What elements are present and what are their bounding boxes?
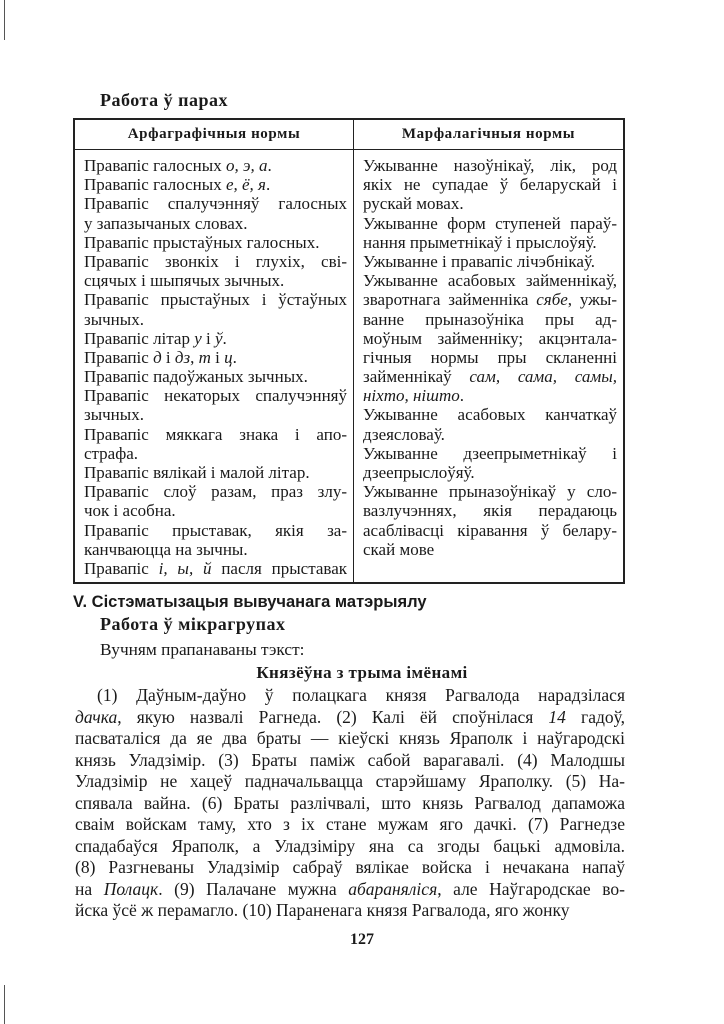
text-segment: , ужы- [567, 290, 617, 310]
table-cell-line [84, 559, 347, 578]
text-segment: Правапіс прыстаўных галосных. [84, 232, 320, 252]
text-segment: Правапіс [84, 347, 154, 367]
text-segment: скай мове [363, 539, 435, 559]
italic-text: е, ё, я [225, 175, 266, 195]
table-cell-line [363, 425, 617, 444]
paragraph-line [75, 685, 625, 707]
text-segment: Уладзімір не хацеў падначальвацца старэйшаму Яраполку. (5) На- [75, 771, 625, 791]
paragraph-line [75, 857, 625, 879]
table-cell-line [84, 501, 347, 520]
text-segment: (8) Разгневаны Уладзімір сабраў вялікае войска і нечакана напаў [75, 857, 625, 877]
text-segment: Ужыванне форм ступеней параў- [363, 213, 617, 233]
norms-table [73, 118, 625, 584]
text-segment: . [232, 347, 237, 367]
italic-text: дачка [75, 706, 118, 727]
table-cell-line [84, 444, 347, 463]
table-cell-line [363, 367, 617, 386]
paragraph-line [75, 771, 625, 793]
table-cell-line [84, 271, 347, 290]
pair-work-heading: Работа ў парах [100, 90, 228, 110]
text-segment: Правапіс падоўжаных зычных. [84, 367, 308, 387]
text-segment: . [459, 386, 464, 406]
page-number: 127 [350, 931, 374, 948]
table-cell-line [84, 540, 347, 559]
table-cell-line [84, 175, 347, 194]
text-segment: спявала вайна. (6) Браты разлічвалі, што князь Рагвалод дапаможа [75, 792, 625, 813]
text-segment: якіх не супадае ў беларускай і [363, 175, 617, 195]
table-cell-line [84, 482, 347, 501]
text-segment: Правапіс галосных [84, 156, 226, 175]
section-heading: V. Сістэматызацыя вывучанага матэрыялу [73, 593, 427, 611]
text-segment: Правапіс спалучэнняў галосных [84, 194, 347, 214]
italic-text: т [198, 347, 211, 367]
text-segment: пасваталіся да яе два браты — кіеўскі князь Яраполк і наўгародскі [75, 728, 625, 748]
table-cell-line [84, 194, 347, 213]
text-segment: чок і асобна. [84, 501, 176, 521]
text-segment: Ужыванне асабовых канчаткаў [363, 405, 617, 425]
text-segment: Ужыванне прыназоўнікаў у сло- [363, 482, 617, 502]
italic-text: ніхто, нішто [363, 386, 460, 406]
italic-text: дз [174, 347, 191, 367]
text-segment: гадоў, [565, 706, 625, 727]
column-header-morphological: Марфалагічныя нормы [354, 119, 625, 150]
text-segment: . [267, 156, 272, 175]
text-segment: Ужыванне і правапіс лічэбнікаў. [363, 251, 596, 271]
text-segment: асаблівасці кіравання ў белару- [363, 520, 617, 540]
italic-text: ў [214, 328, 223, 348]
table-cell-line [363, 156, 617, 175]
text-segment: пасля прыставак [211, 558, 347, 578]
text-segment: зычных. [84, 405, 144, 425]
text-segment: і [201, 328, 215, 348]
table-cell-line [363, 310, 617, 329]
table-cell-line [84, 233, 347, 252]
text-segment: Правапіс [84, 558, 159, 578]
table-cell-line [363, 348, 617, 367]
text-segment: вазлучэннях, якія перадаюць [363, 501, 617, 521]
table-cell-line [84, 329, 347, 348]
table-cell-line [84, 310, 347, 329]
orthographic-norms-cell [74, 150, 354, 584]
micro-group-heading: Работа ў мікрагрупах [100, 614, 286, 634]
text-segment: . (9) Палачане мужна [158, 878, 349, 899]
text-segment: Правапіс літар [84, 328, 195, 348]
table-cell-line [84, 521, 347, 540]
paragraph-line [75, 836, 625, 858]
table-cell-line [84, 463, 347, 482]
text-title: Князёўна з трыма імёнамі [256, 663, 468, 682]
text-segment: рускай мовах. [363, 194, 464, 214]
paragraph-line [75, 750, 625, 772]
morphological-norms-cell [354, 150, 625, 584]
table-cell-line [363, 521, 617, 540]
text-segment: Правапіс некаторых спалучэнняў [84, 386, 347, 406]
text-segment: (1) Даўным-даўно ў полацкага князя Рагвалода нарадзілася [97, 685, 625, 705]
text-segment: і [210, 347, 225, 367]
text-segment: нання прыметнікаў і прыслоўяў. [363, 232, 597, 252]
table-cell-line [363, 501, 617, 520]
text-segment: , [190, 347, 199, 367]
text-segment: у запазычаных словах. [84, 213, 248, 233]
table-cell-line [363, 463, 617, 482]
text-segment: дзеясловаў. [363, 424, 445, 444]
italic-text: абараняліся [348, 878, 438, 899]
table-cell-line [84, 290, 347, 309]
italic-text: 14 [548, 706, 566, 727]
italic-text: д [153, 347, 162, 367]
text-segment: Правапіс слоў разам, праз злу- [84, 482, 347, 502]
table-cell-line [84, 214, 347, 233]
text-segment: Правапіс звонкіх і глухіх, сві- [84, 251, 347, 271]
table-cell-line [363, 540, 617, 559]
table-cell-line [363, 329, 617, 348]
italic-text: Полацк [103, 878, 159, 899]
table-cell-line [363, 214, 617, 233]
text-segment: Правапіс вялікай і малой літар. [84, 463, 310, 482]
table-cell-line [363, 386, 617, 405]
page-edge-bottom [4, 985, 5, 1024]
italic-text: о, э, а [225, 156, 268, 175]
italic-text: у [194, 328, 202, 348]
italic-text: ц [224, 347, 233, 367]
table-cell-line [363, 194, 617, 213]
text-segment: . [222, 328, 227, 348]
text-segment: моўным займенніку; акцэнтала- [363, 328, 617, 348]
text-segment: Ужыванне дзеепрыметнікаў і [363, 443, 617, 463]
text-segment: Ужыванне назоўнікаў, лік, род [363, 156, 617, 175]
text-segment: Правапіс мяккага знака і апо- [84, 424, 347, 444]
table-cell-line [363, 252, 617, 271]
table-cell-line [84, 156, 347, 175]
table-cell-line [363, 444, 617, 463]
paragraph-line [75, 707, 625, 729]
text-segment: страфа. [84, 443, 139, 463]
text-segment: дзеепрыслоўяў. [363, 463, 475, 482]
italic-text: сам, сама, самы, [469, 367, 617, 387]
table-cell-line [363, 233, 617, 252]
paragraph-line [75, 728, 625, 750]
text-segment: , якую назвалі Рагнеда. (2) Калі ёй споўнілася [117, 706, 549, 727]
table-cell-line [84, 252, 347, 271]
text-segment: князь Уладзімір. (3) Браты паміж сабой варагавалі. (4) Малодшы [75, 749, 625, 770]
page-edge-top [4, 0, 5, 40]
text-segment: , але Наўгародскае во- [437, 878, 625, 899]
text-segment: гічныя нормы пры скланенні [363, 347, 617, 367]
table-cell-line [363, 175, 617, 194]
text-segment: займеннікаў [363, 367, 470, 387]
table-cell-line [84, 386, 347, 405]
italic-text: сябе [536, 290, 568, 310]
table-cell-line [84, 405, 347, 424]
text-segment: . [265, 175, 271, 195]
story-paragraph [75, 685, 625, 922]
text-segment: Правапіс прыстаўных і ўстаўных [84, 290, 347, 310]
table-cell-line [363, 482, 617, 501]
text-segment: Правапіс галосных [84, 175, 226, 195]
table-cell-line [363, 271, 617, 290]
paragraph-line [75, 900, 625, 922]
text-segment: сцячых і шыпячых зычных. [84, 271, 285, 291]
text-segment: зваротнага займенніка [363, 290, 537, 310]
text-segment: сваім войскам таму, хто з іх стане мужам яго дачкі. (7) Рагнедзе [75, 814, 625, 834]
table-cell-line [84, 348, 347, 367]
paragraph-line [75, 793, 625, 815]
table-cell-line [363, 290, 617, 309]
table-cell-line [363, 405, 617, 424]
intro-text: Вучням прапанаваны тэкст: [100, 640, 305, 659]
text-segment: Ужыванне асабовых займеннікаў, [363, 271, 617, 291]
text-segment: спадабаўся Яраполк, а Уладзіміру яна са згоды бацькі адмовіла. [75, 835, 625, 856]
text-segment: і [161, 347, 175, 367]
italic-text: і, ы, й [158, 558, 212, 578]
text-segment: канчваюцца на зычны. [84, 539, 248, 559]
text-segment: йска ўсё ж перамагло. (10) Параненага князя Рагвалода, яго жонку [75, 900, 570, 920]
table-cell-line [84, 367, 347, 386]
paragraph-line [75, 879, 625, 901]
paragraph-line [75, 814, 625, 836]
text-segment: на [75, 878, 104, 899]
text-segment: Правапіс прыставак, якія за- [84, 520, 347, 540]
text-segment: ванне прыназоўніка пры ад- [363, 309, 617, 329]
table-cell-line [84, 425, 347, 444]
text-segment: зычных. [84, 309, 144, 329]
column-header-orthographic: Арфаграфічныя нормы [74, 119, 354, 150]
